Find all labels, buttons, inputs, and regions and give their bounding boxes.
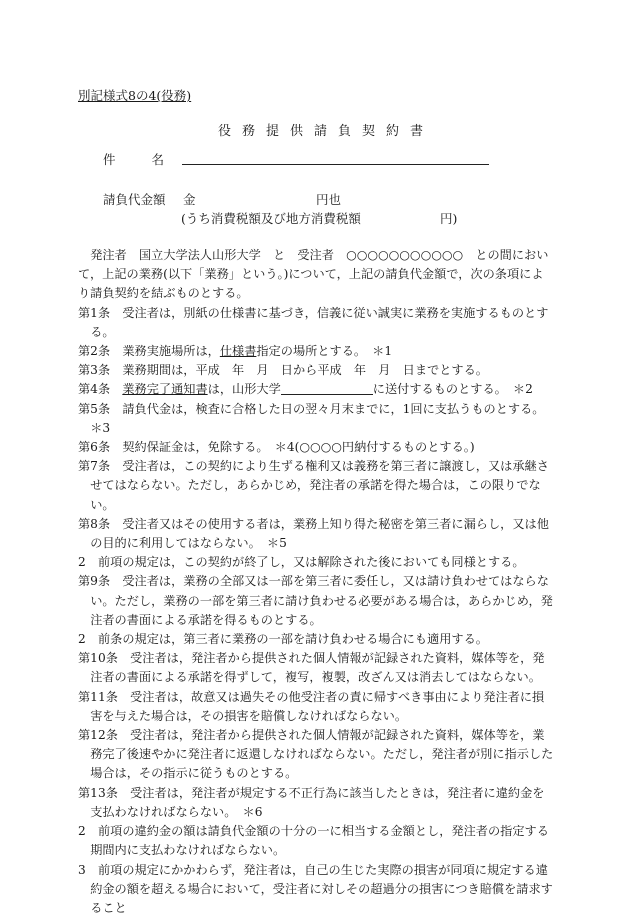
article-2-rest: 指定の場所とする。 ＊1 bbox=[256, 344, 392, 358]
subject-label-char1: 件 bbox=[103, 152, 116, 167]
article-8: 第8条 受注者又はその使用する者は，業務上知り得た秘密を第三者に漏らし，又は他の目的に利用してはならない。 ＊5 bbox=[78, 515, 554, 553]
article-3: 第3条 業務期間は，平成 年 月 日から平成 年 月 日までとする。 bbox=[78, 361, 554, 380]
article-4-number: 第4条 bbox=[78, 382, 122, 396]
article-8-paragraph-2: 2 前項の規定は，この契約が終了し，又は解除された後においても同様とする。 bbox=[78, 553, 554, 572]
article-5: 第5条 請負代金は，検査に合格した日の翌々月末までに，1回に支払うものとする。 ＊3 bbox=[78, 400, 554, 438]
document-title: 役務提供請負契約書 bbox=[0, 120, 630, 139]
article-4-rest: に送付するものとする。 ＊2 bbox=[373, 382, 533, 396]
contract-body bbox=[78, 246, 554, 918]
article-4-underlined: 業務完了通知書 bbox=[122, 382, 207, 396]
article-4-blank bbox=[281, 382, 373, 395]
article-9-paragraph-2: 2 前条の規定は，第三者に業務の一部を請け負わせる場合にも適用する。 bbox=[78, 630, 554, 649]
subject-label bbox=[103, 150, 164, 168]
article-2 bbox=[78, 342, 554, 361]
article-2-text: 第2条 業務実施場所は， bbox=[78, 344, 220, 358]
tax-amount-label: (うち消費税額及び地方消費税額 bbox=[181, 209, 361, 227]
subject-blank-line bbox=[182, 164, 489, 165]
article-4 bbox=[78, 380, 554, 399]
amount-unit: 円也 bbox=[316, 190, 341, 208]
article-1: 第1条 受注者は，別紙の仕様書に基づき，信義に従い誠実に業務を実施するものとする。 bbox=[78, 304, 554, 342]
article-6: 第6条 契約保証金は，免除する。 ＊4(○○○○円納付するものとする。) bbox=[78, 438, 554, 457]
article-13-paragraph-2: 2 前項の違約金の額は請負代金額の十分の一に相当する金額とし，発注者の指定する期間内に支払わなければならない。 bbox=[78, 822, 554, 860]
form-number: 別記様式8の4(役務) bbox=[78, 86, 191, 104]
article-13: 第13条 受注者は，発注者が規定する不正行為に該当したときは，発注者に違約金を支払わなければならない。 ＊6 bbox=[78, 784, 554, 822]
article-12: 第12条 受注者は，発注者から提供された個人情報が記録された資料，媒体等を，業務完了後速やかに発注者に返還しなければならない。ただし，発注者が別に指示した場合は，その指示に従うものとする。 bbox=[78, 726, 554, 784]
article-2-underlined: 仕様書 bbox=[220, 344, 257, 358]
article-10: 第10条 受注者は，発注者から提供された個人情報が記録された資料，媒体等を，発注者の書面による承諾を得ずして，複写，複製，改ざん又は消去してはならない。 bbox=[78, 649, 554, 687]
article-13-paragraph-3: 3 前項の規定にかかわらず，発注者は，自己の生じた実際の損害が同項に規定する違約金の額を超える場合において，受注者に対しその超過分の損害につき賠償を請求すること bbox=[78, 861, 554, 918]
preamble: 発注者 国立大学法人山形大学 と 受注者 ○○○○○○○○○○○ との間において，上記の業務(以下「業務」という。)について，上記の請負代金額で，次の条項により請負契約を結ぶものとする。 bbox=[78, 246, 554, 304]
subject-label-char2: 名 bbox=[152, 152, 165, 167]
article-11: 第11条 受注者は，故意又は過失その他受注者の責に帰すべき事由により発注者に損害を与えた場合は，その損害を賠償しなければならない。 bbox=[78, 688, 554, 726]
amount-label: 請負代金額 bbox=[103, 190, 166, 208]
amount-yen-prefix: 金 bbox=[183, 190, 196, 208]
tax-amount-unit: 円) bbox=[440, 209, 457, 227]
article-4-text: は，山形大学 bbox=[208, 382, 281, 396]
article-9: 第9条 受注者は，業務の全部又は一部を第三者に委任し，又は請け負わせてはならない。ただし，業務の一部を第三者に請け負わせる必要がある場合は，あらかじめ，発注者の書面による承諾を得るものとする。 bbox=[78, 572, 554, 630]
article-7: 第7条 受注者は，この契約により生ずる権利又は義務を第三者に譲渡し，又は承継させてはならない。ただし，あらかじめ，発注者の承諾を得た場合は，この限りでない。 bbox=[78, 457, 554, 515]
